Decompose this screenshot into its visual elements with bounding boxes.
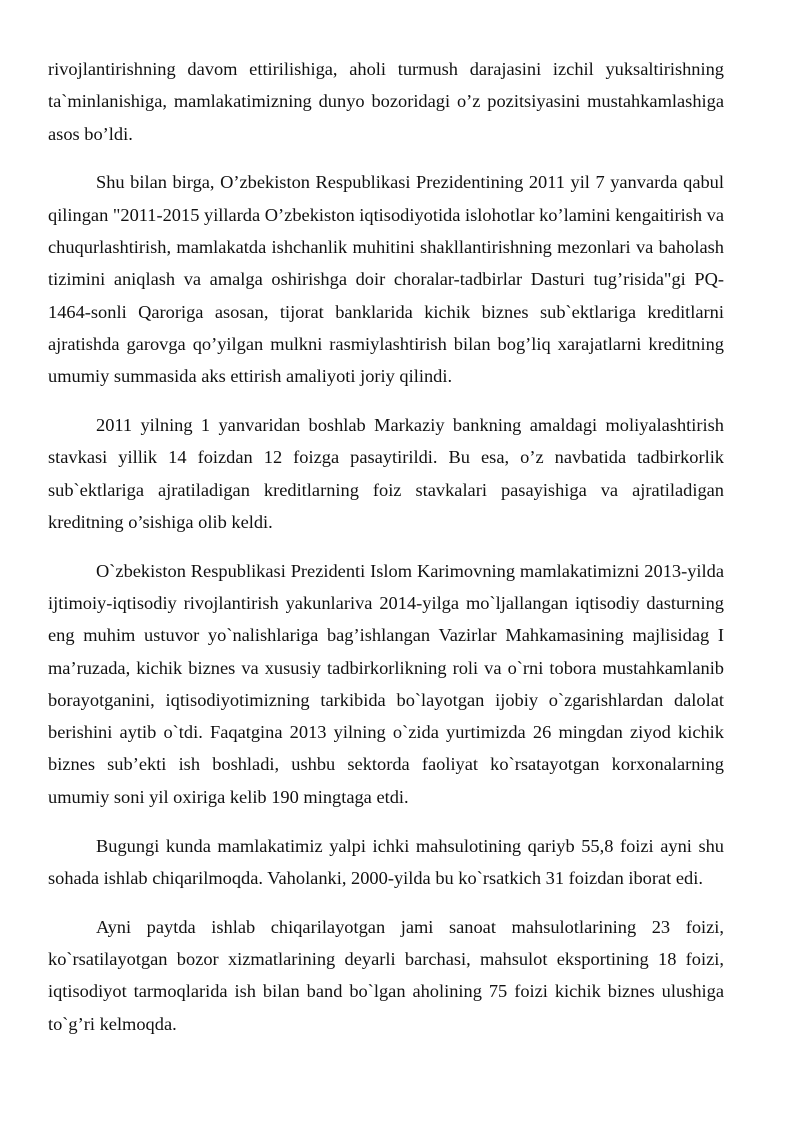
paragraph-small-business-growth: O`zbekiston Respublikasi Prezidenti Islom Karimovning mamlakatimizni 2013-yilda ijtimoiy-iqtisodiy rivojlantirish yakunlariva 2014-yilga mo`ljallangan iqtisodiy dasturning eng muhim ustuvor yo`nalishlariga bag’ishlangan Vazirlar Mahkamasining majlisidag I ma’ruzada, kichik biznes va xususiy tadbirkorlikning roli va o`rni tobora mustahkamlanib borayotganini, iqtisodiyotimizning tarkibida bo`layotgan ijobiy o`zgarishlardan dalolat berishini aytib o`tdi. Faqatgina 2013 yilning o`zida yurtimizda 26 mingdan ziyod kichik biznes sub’ekti ish boshladi, ushbu sektorda faoliyat ko`rsatayotgan korxonalarning umumiy soni yil oxiriga kelib 190 mingtaga etdi. — [48, 560, 724, 807]
paragraph-sector-shares: Ayni paytda ishlab chiqarilayotgan jami sanoat mahsulotlarining 23 foizi, ko`rsatilayotgan bozor xizmatlarining deyarli barchasi, mahsulot eksportining 18 foizi, iqtisodiyot tarmoqlarida ish bilan band bo`lgan aholining 75 foizi kichik biznes ulushiga to`g’ri kelmoqda. — [48, 916, 724, 1034]
paragraph-presidential-decree: Shu bilan birga, O’zbekiston Respublikasi Prezidentining 2011 yil 7 yanvarda qabul qilingan "2011-2015 yillarda O’zbekiston iqtisodiyotida islohotlar ko’lamini kengaitirish va chuqurlashtirish, mamlakatda ishchanlik muhitini shakllantirishning mezonlari va baholash tizimini aniqlash va amalga oshirishga doir choralar-tadbirlar Dasturi tug’risida"gi PQ-1464-sonli Qaroriga asosan, tijorat banklarida kichik biznes sub`ektlariga kreditlarni ajratishda garovga qo’yilgan mulkni rasmiylashtirish bilan bog’liq xarajatlarni kreditning umumiy summasida aks ettirish amaliyoti joriy qilindi. — [48, 172, 724, 387]
document-page — [48, 53, 724, 1056]
paragraph-refinancing-rate: 2011 yilning 1 yanvaridan boshlab Markaziy bankning amaldagi moliyalashtirish stavkasi yillik 14 foizdan 12 foizga pasaytirildi. Bu esa, o’z navbatida tadbirkorlik sub`ektlariga ajratiladigan kreditlarning foiz stavkalari pasayishiga va ajratiladigan kreditning o’sishiga olib keldi. — [48, 414, 724, 532]
paragraph-gdp-share: Bugungi kunda mamlakatimiz yalpi ichki mahsulotining qariyb 55,8 foizi ayni shu sohada ishlab chiqarilmoqda. Vaholanki, 2000-yilda bu ko`rsatkich 31 foizdan iborat edi. — [48, 835, 724, 888]
paragraph-continuation: rivojlantirishning davom ettirilishiga, aholi turmush darajasini izchil yuksaltirishning ta`minlanishiga, mamlakatimizning dunyo bozoridagi o’z pozitsiyasini mustahkamlashiga asos bo’ldi. — [48, 59, 724, 144]
